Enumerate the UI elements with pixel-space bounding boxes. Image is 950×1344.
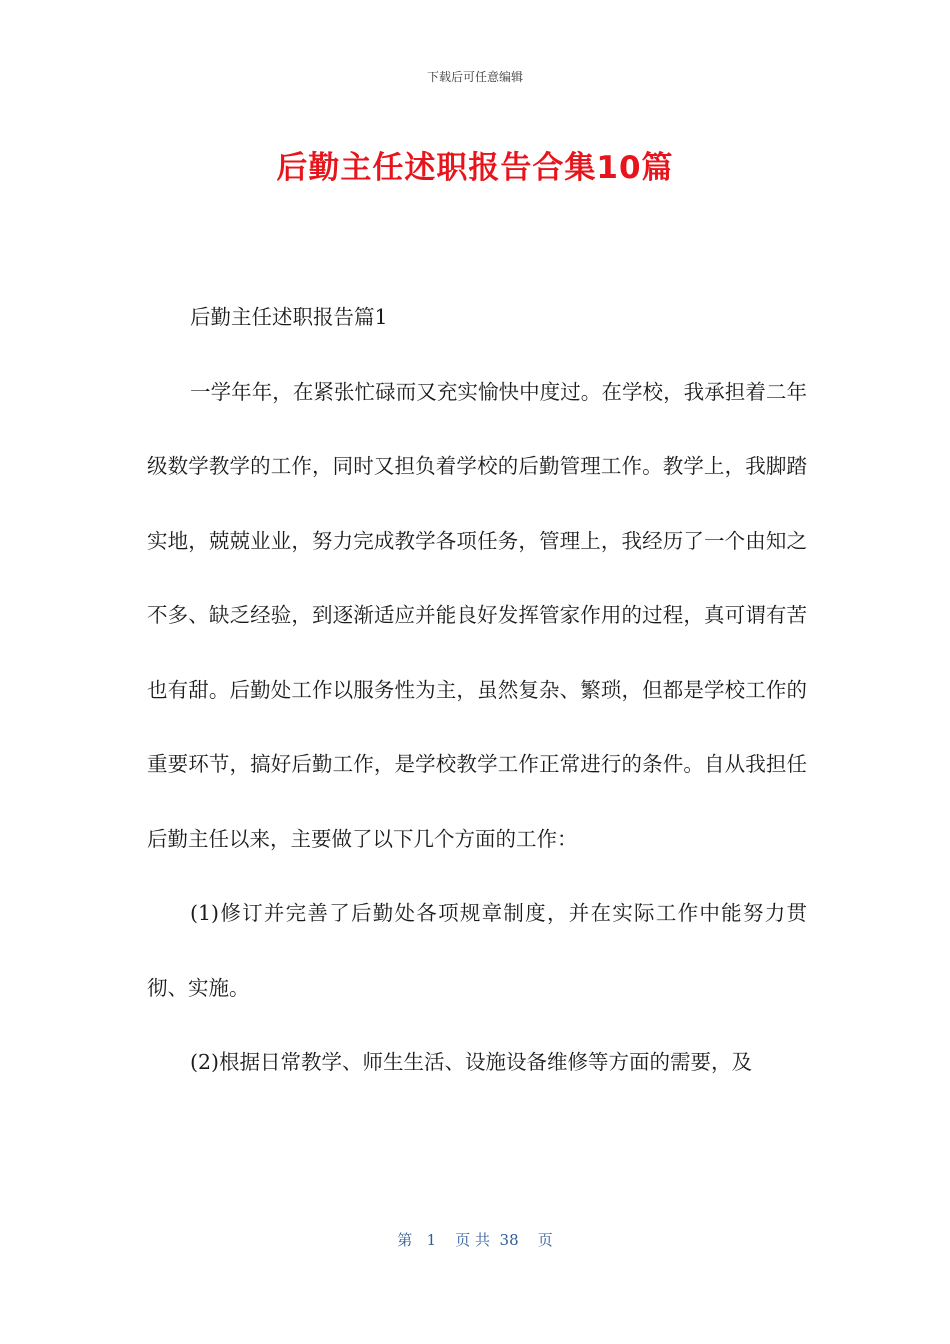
document-body: [147, 280, 807, 1100]
section-heading: 后勤主任述职报告篇1: [190, 305, 388, 329]
footer-prefix: 第: [397, 1231, 413, 1249]
body-paragraph: 一学年年，在紧张忙碌而又充实愉快中度过。在学校，我承担着二年级数学教学的工作，同时又担负着学校的后勤管理工作。教学上，我脚踏实地，兢兢业业，努力完成教学各项任务，管理上，我经历了一个由知之不多、缺乏经验，到逐渐适应并能良好发挥管家作用的过程，真可谓有苦也有甜。后勤处工作以服务性为主，虽然复杂、繁琐，但都是学校工作的重要环节，搞好后勤工作，是学校教学工作正常进行的条件。自从我担任后勤主任以来，主要做了以下几个方面的工作：: [147, 379, 807, 851]
total-pages-number: 38: [499, 1231, 519, 1249]
footer-mid: 页 共: [455, 1231, 490, 1249]
body-paragraph: (1)修订并完善了后勤处各项规章制度，并在实际工作中能努力贯彻、实施。: [147, 901, 807, 1000]
current-page-number: 1: [426, 1231, 437, 1249]
body-paragraph: (2)根据日常教学、师生生活、设施设备维修等方面的需要，及: [190, 1050, 753, 1074]
footer-suffix: 页: [537, 1231, 553, 1249]
page-footer: [0, 1229, 950, 1250]
header-note: 下载后可任意编辑: [426, 70, 523, 84]
document-title: 后勤主任述职报告合集10篇: [276, 150, 674, 186]
